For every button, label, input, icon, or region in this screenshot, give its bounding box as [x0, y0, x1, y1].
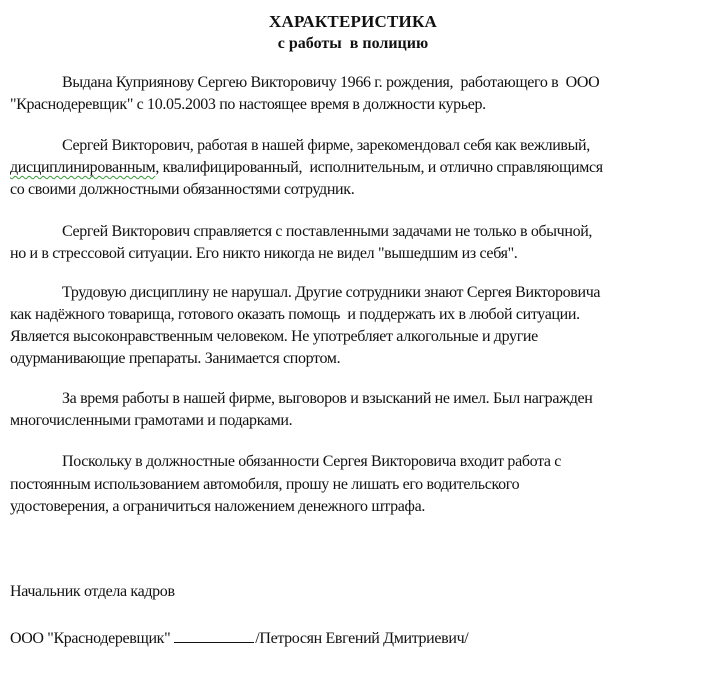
paragraph-line: постоянным использованием автомобиля, прошу не лишать его водительского — [10, 476, 520, 493]
signatory-company: ООО "Краснодеревщик" — [10, 630, 171, 647]
paragraph-line: Сергей Викторович справляется с поставленными задачами не только в обычной, — [62, 223, 593, 240]
spellcheck-flagged-word[interactable]: дисциплинированным — [10, 159, 156, 176]
paragraph-line: одурманивающие препараты. Занимается спортом. — [10, 350, 341, 367]
paragraph-line: Трудовую дисциплину не нарушал. Другие сотрудники знают Сергея Викторовича — [62, 284, 601, 301]
paragraph-line: Сергей Викторович, работая в нашей фирме, зарекомендовал себя как вежливый, — [62, 137, 590, 154]
paragraph-line: "Краснодеревщик" с 10.05.2003 по настоящее время в должности курьер. — [10, 96, 486, 113]
flagged-word-suffix: , — [155, 159, 163, 176]
signatory-name: /Петросян Евгений Дмитриевич/ — [255, 630, 469, 647]
paragraph-line: но и в стрессовой ситуации. Его никто никогда не видел "вышедшим из себя". — [10, 245, 518, 262]
paragraph-line: со своими должностными обязанностями сотрудник. — [10, 181, 355, 198]
paragraph-line-with-flag — [10, 157, 603, 179]
signature-line — [10, 627, 468, 650]
document-title: ХАРАКТЕРИСТИКА — [269, 12, 437, 31]
paragraph-line: За время работы в нашей фирме, выговоров и взысканий не имел. Был награжден — [62, 390, 593, 407]
paragraph-line: Выдана Куприянову Сергею Викторовичу 1966 г. рождения, работающего в ООО — [62, 74, 600, 91]
paragraph-line-rest: квалифицированный, исполнительным, и отлично справляющимся — [162, 159, 603, 176]
paragraph-line: удостоверения, а ограничиться наложением денежного штрафа. — [10, 498, 425, 515]
paragraph-line: Поскольку в должностные обязанности Сергея Викторовича входит работа с — [62, 453, 562, 470]
paragraph-line: как надёжного товарища, готового оказать помощь и поддержать их в любой ситуации. — [10, 306, 580, 323]
document-subtitle: с работы в полицию — [277, 35, 429, 52]
signature-blank — [174, 627, 254, 643]
signatory-position: Начальник отдела кадров — [10, 583, 175, 600]
paragraph-line: Является высоконравственным человеком. Не употребляет алкогольные и другие — [10, 328, 538, 345]
paragraph-line: многочисленными грамотами и подарками. — [10, 412, 293, 429]
